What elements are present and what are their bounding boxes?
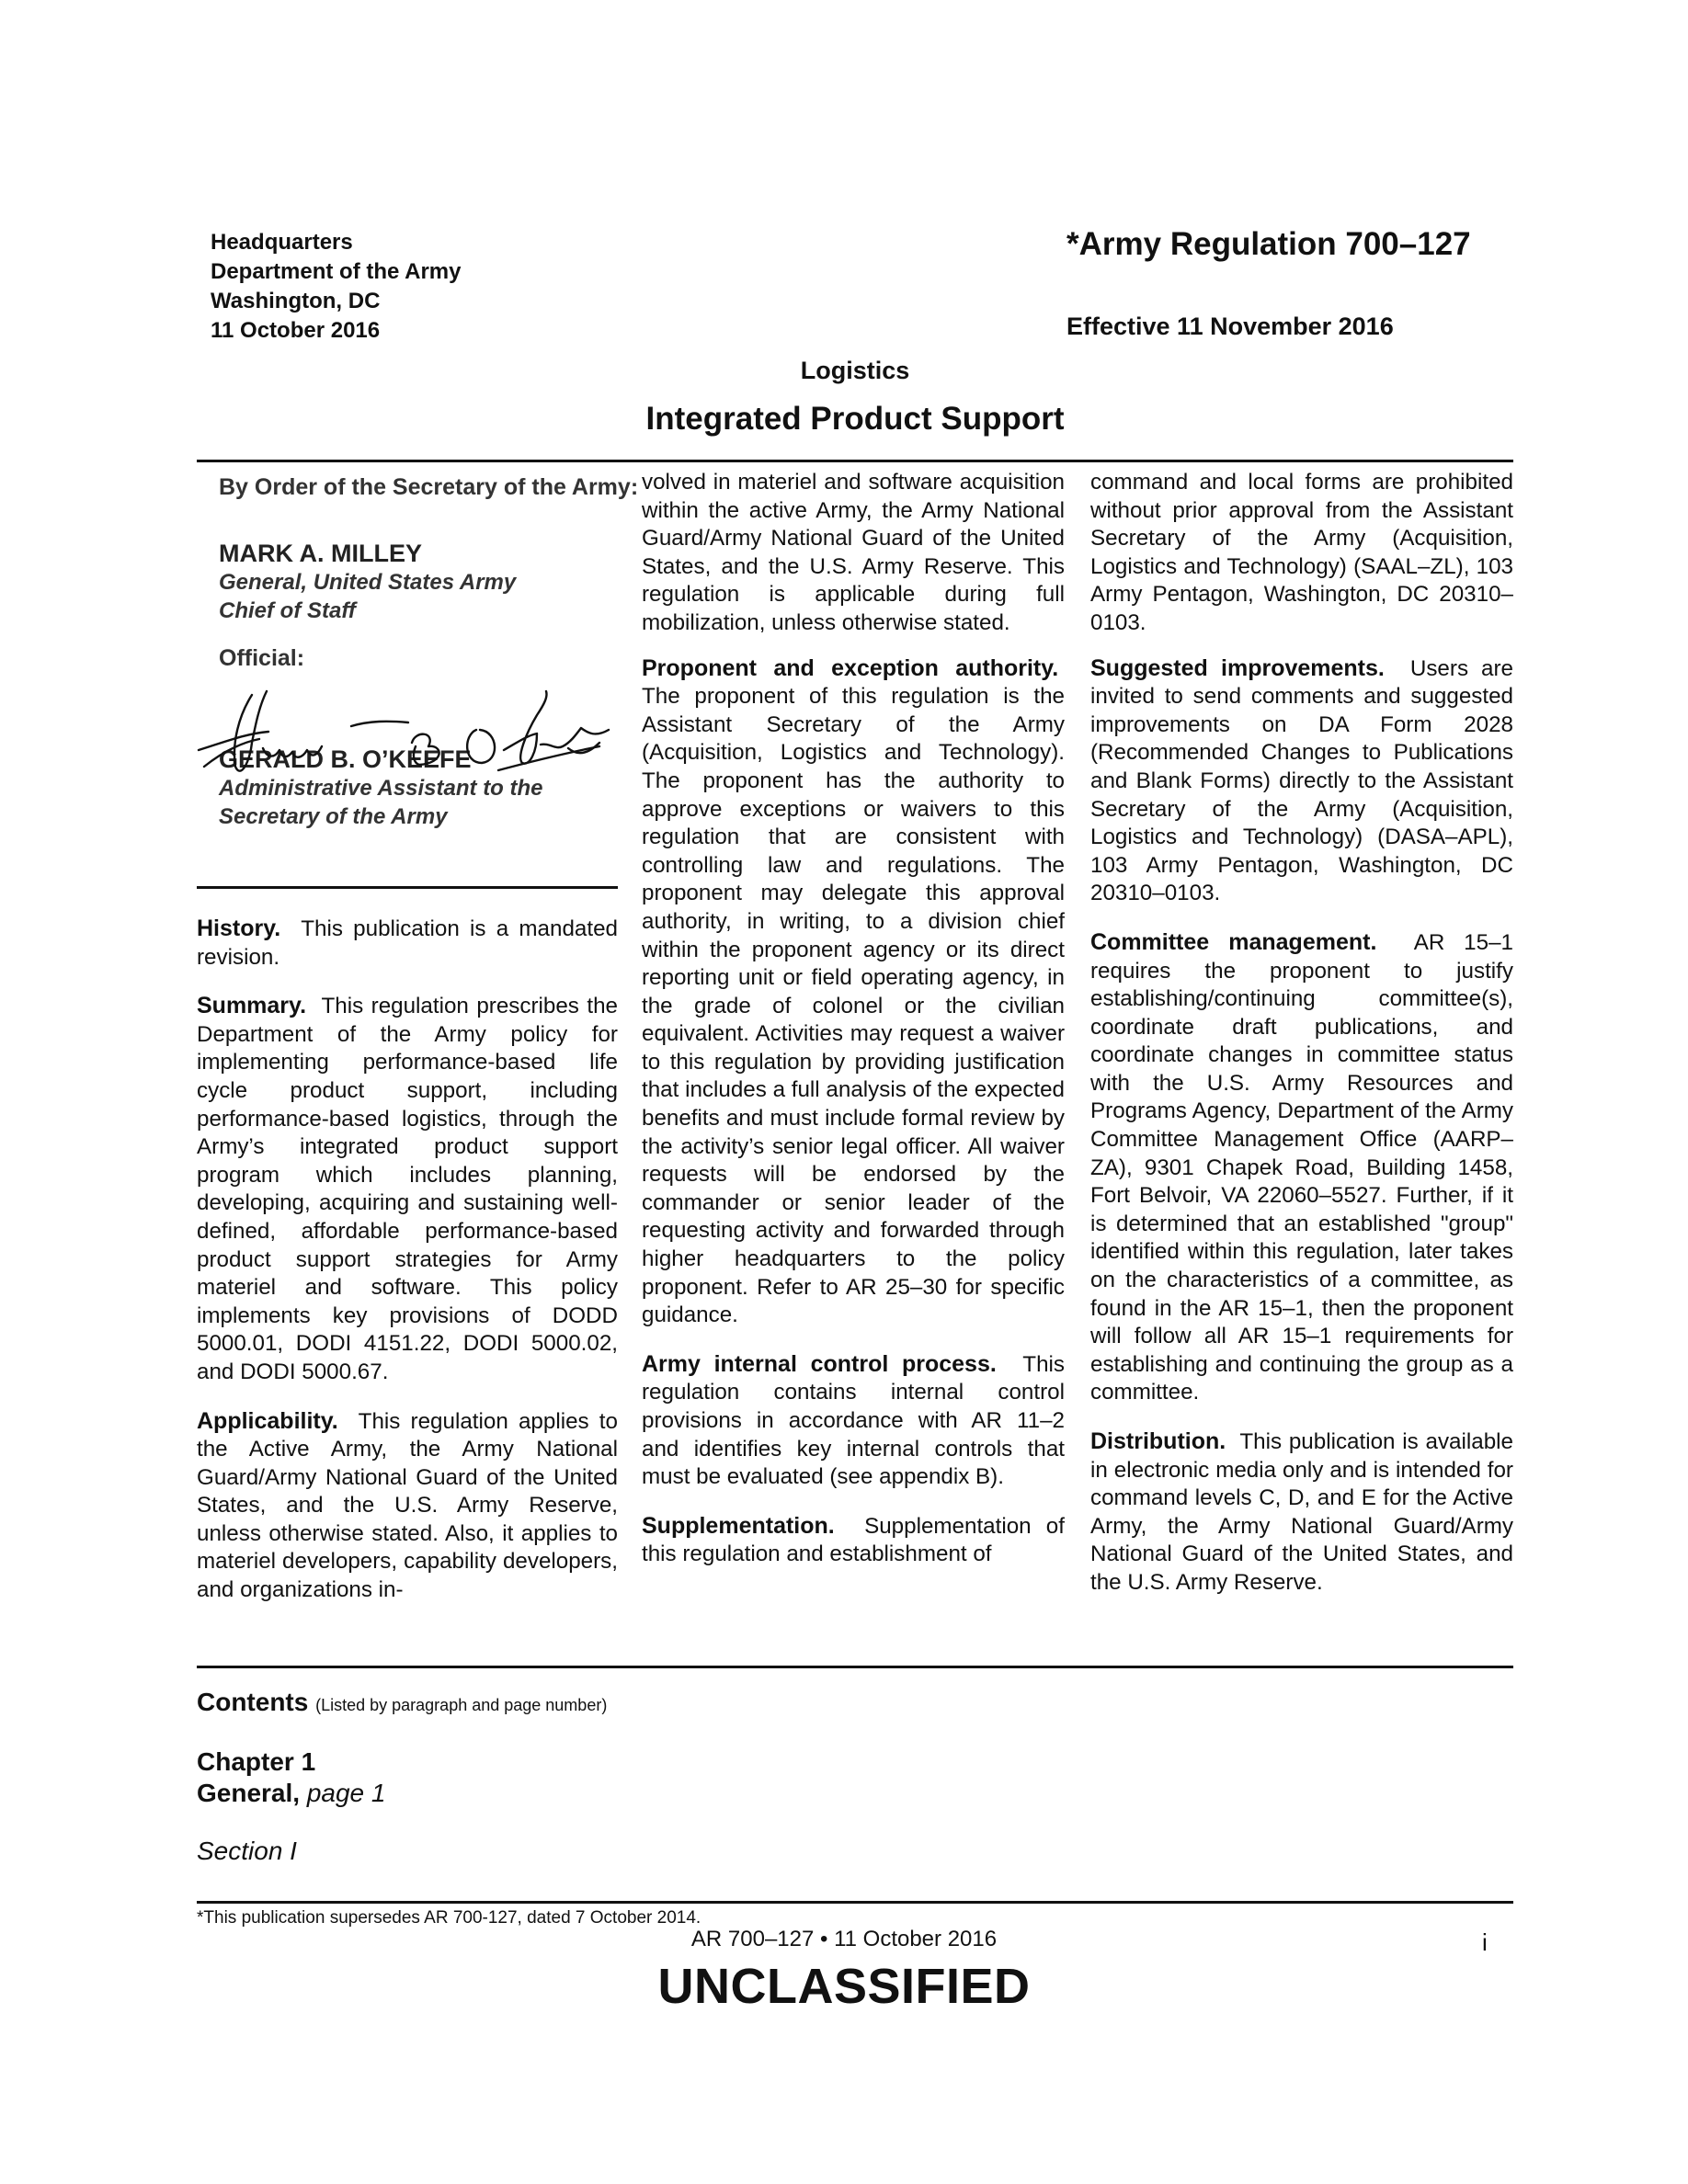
chapter-label: Chapter 1: [197, 1747, 316, 1776]
footer-divider: [197, 1901, 1513, 1904]
improvements-paragraph: [1090, 654, 1513, 908]
column-1: [197, 915, 618, 1625]
proponent-text: The proponent of this regulation is the Assistant Secretary of the Army (Acquisition, Logistics and Technology). The proponent has the authority to approve exceptions or waivers to this regulation that are consistent with controlling law and regulations. The proponent may delegate this approval authority, in writing, to a division chief within the proponent agency or its direct reporting unit or field operating agency, in the grade of colonel or the civilian equivalent. Activities may request a waiver to this regulation by providing justification that includes a full analysis of the expected benefits and must include formal review by the activity’s senior legal officer. All waiver requests will be endorsed by the commander or senior leader of the requesting activity and forwarded through higher headquarters to the policy proponent. Refer to AR 25–30 for specific guidance.: [642, 684, 1065, 1328]
summary-paragraph: [197, 992, 618, 1386]
applicability-heading: Applicability.: [197, 1407, 338, 1434]
signature-divider: [197, 886, 618, 889]
column-2: [642, 469, 1065, 1589]
internal-control-paragraph: [642, 1350, 1065, 1492]
chapter-page: page 1: [306, 1779, 386, 1807]
history-heading: History.: [197, 916, 281, 941]
applicability-text: This regulation applies to the Active Army, the Army National Guard/Army National Guard of the United States, and the U.S. Army Reserve, unless otherwise stated. Also, it applies to materiel developers, capability developers, and organizations in-: [197, 1408, 618, 1603]
internal-control-heading: Army internal control process.: [642, 1350, 997, 1377]
distribution-text: This publication is available in electronic media only and is intended for command levels C, D, and E for the Active Army, the Army National Guard/Army National Guard of the United States, and the U.S. Army Reserve.: [1090, 1429, 1513, 1595]
internal-control-text: This regulation contains internal control provisions in accordance with AR 11–2 and identifies key internal controls that must be evaluated (see appendix B).: [642, 1351, 1065, 1490]
classification-marking: UNCLASSIFIED: [657, 1959, 1031, 2014]
contents-label: Contents: [197, 1688, 309, 1716]
committee-heading: Committee management.: [1090, 928, 1377, 955]
distribution-heading: Distribution.: [1090, 1428, 1226, 1454]
supersession-footnote: *This publication supersedes AR 700-127, dated 7 October 2014.: [197, 1908, 701, 1928]
top-divider: [197, 460, 1513, 462]
history-paragraph: [197, 915, 618, 972]
distribution-paragraph: [1090, 1428, 1513, 1598]
org-line: Headquarters: [211, 230, 353, 255]
toc-chapter-entry[interactable]: [197, 1746, 385, 1809]
admin-title-line-2: Secretary of the Army: [219, 804, 448, 829]
chief-rank: General, United States Army: [219, 570, 517, 595]
committee-text: AR 15–1 requires the proponent to justify establishing/continuing committee(s), coordinate draft publications, and coordinate changes in committee status with the U.S. Army Resources and Programs Agency, Department of the Army Committee Management Office (AARP–ZA), 9301 Chapek Road, Building 1458, Fort Belvoir, VA 22060–5527. Further, if it is determined that an established "group" identified within this regulation, later takes on the characteristics of a committee, as found in the AR 15–1, then the proponent will follow all AR 15–1 requirements for establishing and continuing the group as a committee.: [1090, 929, 1513, 1405]
contents-heading: [197, 1688, 607, 1717]
supplementation-text: Supplementation of this regulation and establishment of: [642, 1513, 1065, 1567]
org-line: Department of the Army: [211, 259, 462, 284]
applicability-continued: volved in materiel and software acquisition within the active Army, the Army National Guard/Army National Guard of the United States, and the U.S. Army Reserve. This regulation is applicable during full mobilization, unless otherwise stated.: [642, 470, 1065, 635]
supplementation-continued: command and local forms are prohibited without prior approval from the Assistant Secretary of the Army (Acquisition, Logistics and Technology) (SAAL–ZL), 103 Army Pentagon, Washington, DC 20310–0103.: [1090, 470, 1513, 635]
footer-document-id: AR 700–127 • 11 October 2016: [690, 1927, 998, 1951]
chapter-title: General,: [197, 1779, 301, 1807]
contents-note: (Listed by paragraph and page number): [315, 1696, 608, 1714]
proponent-paragraph: [642, 654, 1065, 1330]
chief-title: Chief of Staff: [219, 598, 356, 623]
handwritten-signature-image: [195, 678, 627, 789]
supplementation-heading: Supplementation.: [642, 1512, 835, 1539]
document-title: Integrated Product Support: [645, 401, 1065, 437]
history-text: This publication is a mandated revision.: [197, 916, 618, 970]
summary-text: This regulation prescribes the Department of the Army policy for implementing performance-based life cycle product support, including performance-based logistics, through the Army’s integrated product support program which includes planning, developing, acquiring and sustaining well-defined, affordable performance-based product support strategies for Army materiel and software. This policy implements key provisions of DODD 5000.01, DODI 4151.22, DODI 5000.02, and DODI 5000.67.: [197, 994, 618, 1384]
contents-divider: [197, 1666, 1513, 1668]
admin-title-line-1: Administrative Assistant to the: [219, 776, 543, 801]
org-line: Washington, DC: [211, 289, 381, 313]
supplementation-paragraph: [642, 1512, 1065, 1569]
issue-date: 11 October 2016: [211, 318, 381, 343]
issuing-org-block: [211, 228, 461, 346]
summary-heading: Summary.: [197, 993, 307, 1019]
subject-heading: Logistics: [800, 357, 910, 384]
proponent-heading: Proponent and exception authority.: [642, 654, 1059, 681]
page-number: i: [1482, 1928, 1488, 1956]
effective-date: Effective 11 November 2016: [1066, 313, 1394, 340]
improvements-text: Users are invited to send comments and suggested improvements on DA Form 2028 (Recommended Changes to Publications and Blank Forms) directly to the Assistant Secretary of the Army (Acquisition, Logistics and Technology) (DASA–APL), 103 Army Pentagon, Washington, DC 20310–0103.: [1090, 655, 1513, 906]
admin-name: GERALD B. O’KEEFE: [219, 745, 472, 773]
chief-name: MARK A. MILLEY: [219, 540, 422, 567]
toc-section-entry[interactable]: Section I: [197, 1837, 297, 1865]
column-3: [1090, 469, 1513, 1618]
improvements-heading: Suggested improvements.: [1090, 654, 1385, 681]
regulation-number: *Army Regulation 700–127: [1066, 226, 1471, 262]
applicability-paragraph: [197, 1407, 618, 1605]
official-label: Official:: [219, 645, 305, 671]
by-order-line: By Order of the Secretary of the Army:: [219, 474, 639, 500]
committee-paragraph: [1090, 928, 1513, 1407]
